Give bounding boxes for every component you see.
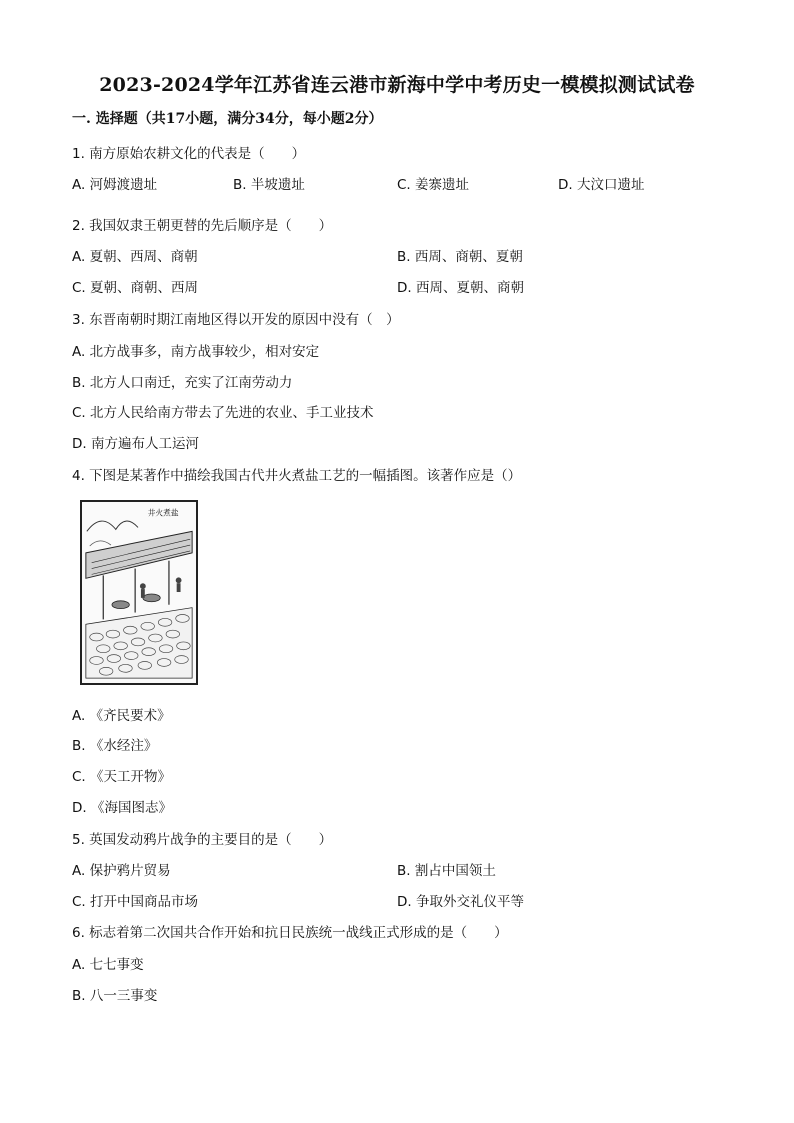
question-3-stem: 3. 东晋南朝时期江南地区得以开发的原因中没有（ ）: [72, 312, 400, 328]
question-3-option-b: B. 北方人口南迁，充实了江南劳动力: [72, 375, 293, 391]
question-2-stem: 2. 我国奴隶王朝更替的先后顺序是（ ）: [72, 218, 333, 234]
question-4-option-b: B. 《水经注》: [72, 738, 158, 754]
question-2-option-c: C. 夏朝、商朝、西周: [72, 280, 199, 296]
salt-boiling-drawing: [82, 502, 196, 683]
question-5-stem: 5. 英国发动鸦片战争的主要目的是（ ）: [72, 832, 333, 848]
question-2-option-b: B. 西周、商朝、夏朝: [397, 249, 523, 265]
question-1-option-a: A. 河姆渡遗址: [72, 177, 158, 193]
salt-boiling-illustration: [80, 500, 198, 685]
question-5-option-a: A. 保护鸦片贸易: [72, 863, 171, 879]
question-1-option-b: B. 半坡遗址: [233, 177, 305, 193]
question-1-option-d: D. 大汶口遗址: [558, 177, 645, 193]
question-1-option-c: C. 姜寨遗址: [397, 177, 470, 193]
question-3-option-d: D. 南方遍布人工运河: [72, 436, 199, 452]
question-2-option-a: A. 夏朝、西周、商朝: [72, 249, 198, 265]
question-1-stem: 1. 南方原始农耕文化的代表是（ ）: [72, 146, 306, 162]
question-4-option-a: A. 《齐民要术》: [72, 708, 171, 724]
question-4-option-c: C. 《天工开物》: [72, 769, 172, 785]
question-4-stem: 4. 下图是某著作中描绘我国古代井火煮盐工艺的一幅插图。该著作应是（）: [72, 468, 522, 484]
question-3-option-c: C. 北方人民给南方带去了先进的农业、手工业技术: [72, 405, 374, 421]
page-title: 2023-2024学年江苏省连云港市新海中学中考历史一模模拟测试试卷: [99, 74, 695, 96]
question-6-option-a: A. 七七事变: [72, 957, 144, 973]
question-6-option-b: B. 八一三事变: [72, 988, 158, 1004]
question-6-stem: 6. 标志着第二次国共合作开始和抗日民族统一战线正式形成的是（ ）: [72, 925, 508, 941]
figure-caption: 井火煮盐: [147, 508, 179, 518]
question-3-option-a: A. 北方战事多，南方战事较少，相对安定: [72, 344, 320, 360]
question-5-option-c: C. 打开中国商品市场: [72, 894, 199, 910]
question-2-option-d: D. 西周、夏朝、商朝: [397, 280, 524, 296]
question-5-option-b: B. 割占中国领土: [397, 863, 496, 879]
section-heading: 一. 选择题（共17小题，满分34分，每小题2分）: [72, 111, 383, 127]
question-4-option-d: D. 《海国图志》: [72, 800, 172, 816]
question-5-option-d: D. 争取外交礼仪平等: [397, 894, 524, 910]
